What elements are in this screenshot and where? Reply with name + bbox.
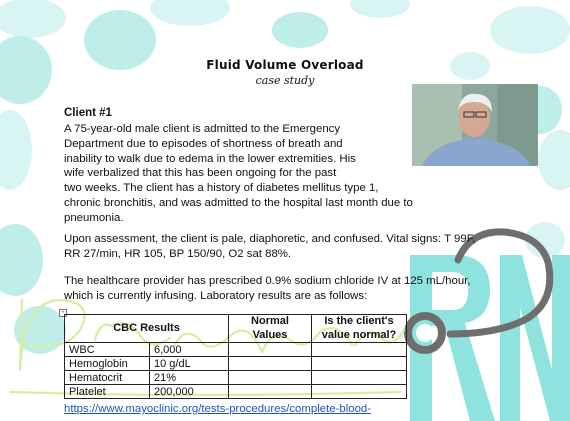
table-cell: Platelet: [65, 385, 150, 399]
table-cell: 10 g/dL: [150, 357, 229, 371]
table-cell[interactable]: [229, 371, 312, 385]
header-normal-values: Normal Values: [229, 315, 312, 343]
table-row: [65, 371, 407, 385]
table-cell[interactable]: [229, 385, 312, 399]
document-title: Fluid Volume Overload: [206, 58, 364, 72]
table-cell: 200,000: [150, 385, 229, 399]
client-history-paragraph: A 75-year-old male client is admitted to the Emergency Department due to episodes of shortness of breath and inability to walk due to edema in the lower extremities. His wife verbalized that this has been ongoing for the past two weeks. The client has a history of diabetes mellitus type 1, chronic bronchitis, and was admitted to the hospital last month due to pneumonia.: [64, 123, 413, 224]
table-cell[interactable]: [229, 343, 312, 357]
table-cell[interactable]: [312, 343, 407, 357]
table-move-handle[interactable]: +: [59, 309, 67, 317]
table-cell[interactable]: [229, 357, 312, 371]
assessment-paragraph: Upon assessment, the client is pale, diaphoretic, and confused. Vital signs: T 99F, RR 27/min, HR 105, BP 150/90, O2 sat 88%.: [64, 233, 476, 260]
header-is-normal: Is the client's value normal?: [312, 315, 407, 343]
table-cell: 6,000: [150, 343, 229, 357]
table-header-row: [65, 315, 407, 343]
client-heading: Client #1: [64, 107, 112, 119]
client-photo: [412, 84, 538, 166]
document-subtitle: case study: [255, 74, 315, 87]
table-row: [65, 357, 407, 371]
table-cell: Hematocrit: [65, 371, 150, 385]
prescription-paragraph: The healthcare provider has prescribed 0.9% sodium chloride IV at 125 mL/hour, which is currently infusing. Laboratory results are as follows:: [64, 275, 471, 302]
table-cell[interactable]: [312, 385, 407, 399]
cbc-results-table: [64, 314, 407, 399]
table-cell[interactable]: [312, 371, 407, 385]
header-cbc-results: CBC Results: [65, 315, 229, 343]
table-row: [65, 385, 407, 399]
table-row: [65, 343, 407, 357]
table-cell: Hemoglobin: [65, 357, 150, 371]
table-cell: 21%: [150, 371, 229, 385]
table-cell: WBC: [65, 343, 150, 357]
table-cell[interactable]: [312, 357, 407, 371]
mayo-clinic-link[interactable]: https://www.mayoclinic.org/tests-procedures/complete-blood-: [64, 403, 372, 415]
